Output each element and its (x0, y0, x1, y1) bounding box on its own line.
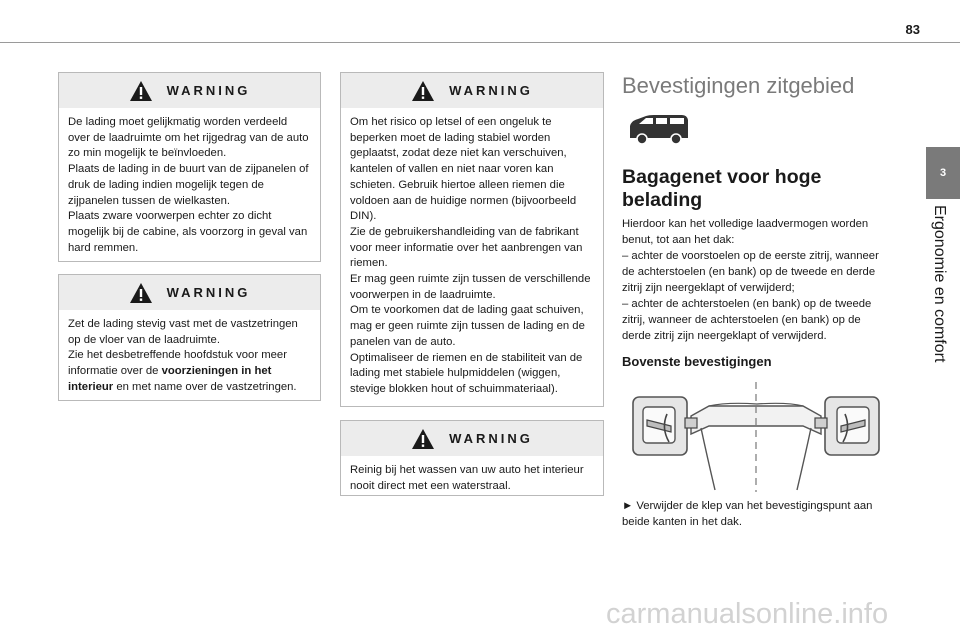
warning-box-cargo-securing (340, 72, 604, 407)
header-divider (0, 42, 960, 43)
list-item: – achter de achterstoelen (en bank) op de tweede zitrij, wanneer de achterstoelen (en bank) op de derde zitrij zijn neergeklapt of verwijderd. (622, 298, 872, 342)
warning-paragraph: Er mag geen ruimte zijn tussen de verschillende voorwerpen in de laadruimte. (350, 273, 591, 301)
warning-paragraph: Zet de lading stevig vast met de vastzetringen op de vloer van de laadruimte. (68, 318, 298, 346)
warning-paragraph: Om het risico op letsel of een ongeluk te beperken moet de lading stabiel worden geplaatst, zodat deze niet kan verschuiven, kantelen of vallen en niet naar voren kan schieten. Gebruik hiertoe alleen riemen die voldoen aan de huidige normen (bijvoorbeeld DIN). (350, 116, 577, 223)
warning-paragraph (68, 348, 311, 395)
cross-reference-link[interactable]: voorzieningen in het interieur (68, 365, 272, 393)
warning-paragraph: Om te voorkomen dat de lading gaat schuiven, mag er geen ruimte zijn tussen de lading en de panelen van de auto. (350, 304, 585, 348)
watermark: carmanualsonline.info (606, 598, 889, 630)
roof-anchor-illustration (627, 380, 887, 492)
warning-paragraph: De lading moet gelijkmatig worden verdeeld over de laadruimte om het rijgedrag van de auto zo min mogelijk te beïnvloeden. (68, 116, 309, 160)
subsection-title: Bagagenet voor hoge belading (622, 166, 822, 211)
warning-paragraph: Reinig bij het wassen van uw auto het interieur nooit direct met een waterstraal. (350, 464, 584, 492)
warning-body (59, 310, 320, 404)
chapter-tab[interactable]: 3 (926, 147, 960, 199)
section-body (622, 216, 884, 344)
warning-text: Zie het desbetreffende hoofdstuk voor meer informatie over de (68, 349, 287, 378)
warning-triangle-icon (411, 428, 435, 450)
warning-paragraph: Plaats zware voorwerpen echter zo dicht mogelijk bij de cabine, als voorzorg in geval van hard remmen. (68, 210, 308, 254)
warning-header (59, 275, 320, 310)
warning-label: WARNING (449, 431, 533, 446)
warning-header (341, 73, 603, 108)
chapter-title: Ergonomie en comfort (931, 205, 948, 363)
warning-header (59, 73, 320, 108)
intro-text: Hierdoor kan het volledige laadvermogen worden benut, tot aan het dak: (622, 218, 869, 246)
warning-body (341, 108, 603, 406)
chapter-title-container (928, 205, 948, 505)
page-number: 83 (905, 22, 920, 37)
van-icon (626, 113, 690, 147)
warning-triangle-icon (129, 282, 153, 304)
list-item: – achter de voorstoelen op de eerste zitrij, wanneer de achterstoelen (en bank) op de tweede en derde zitrij zijn neergeklapt of verwijderd; (622, 250, 879, 294)
warning-box-load-distribution (58, 72, 321, 262)
warning-text: en met name over de vastzetringen. (113, 380, 297, 393)
warning-label: WARNING (166, 83, 251, 98)
warning-paragraph: Optimaliseer de riemen en de stabiliteit van de lading met stabiele hulpmiddelen (wiggen, stevige blokken hout of schuimmateriaal). (350, 351, 583, 395)
warning-box-washing (340, 420, 604, 496)
warning-body (59, 108, 320, 264)
warning-label: WARNING (449, 83, 533, 98)
instruction-caption: ► Verwijder de klep van het bevestigingspunt aan beide kanten in het dak. (622, 500, 873, 528)
section-title: Bevestigingen zitgebied (622, 73, 855, 98)
warning-triangle-icon (129, 80, 153, 102)
warning-triangle-icon (411, 80, 435, 102)
warning-body (341, 456, 603, 502)
warning-paragraph: Zie de gebruikershandleiding van de fabrikant voor meer informatie over het aanbrengen van riemen. (350, 225, 583, 270)
warning-paragraph: Plaats de lading in de buurt van de zijpanelen of druk de lading indien mogelijk tegen de zijpanelen tussen de wielkasten. (68, 163, 309, 207)
subheading: Bovenste bevestigingen (622, 354, 772, 369)
warning-header (341, 421, 603, 456)
warning-label: WARNING (166, 285, 251, 300)
warning-box-tie-down (58, 274, 321, 401)
